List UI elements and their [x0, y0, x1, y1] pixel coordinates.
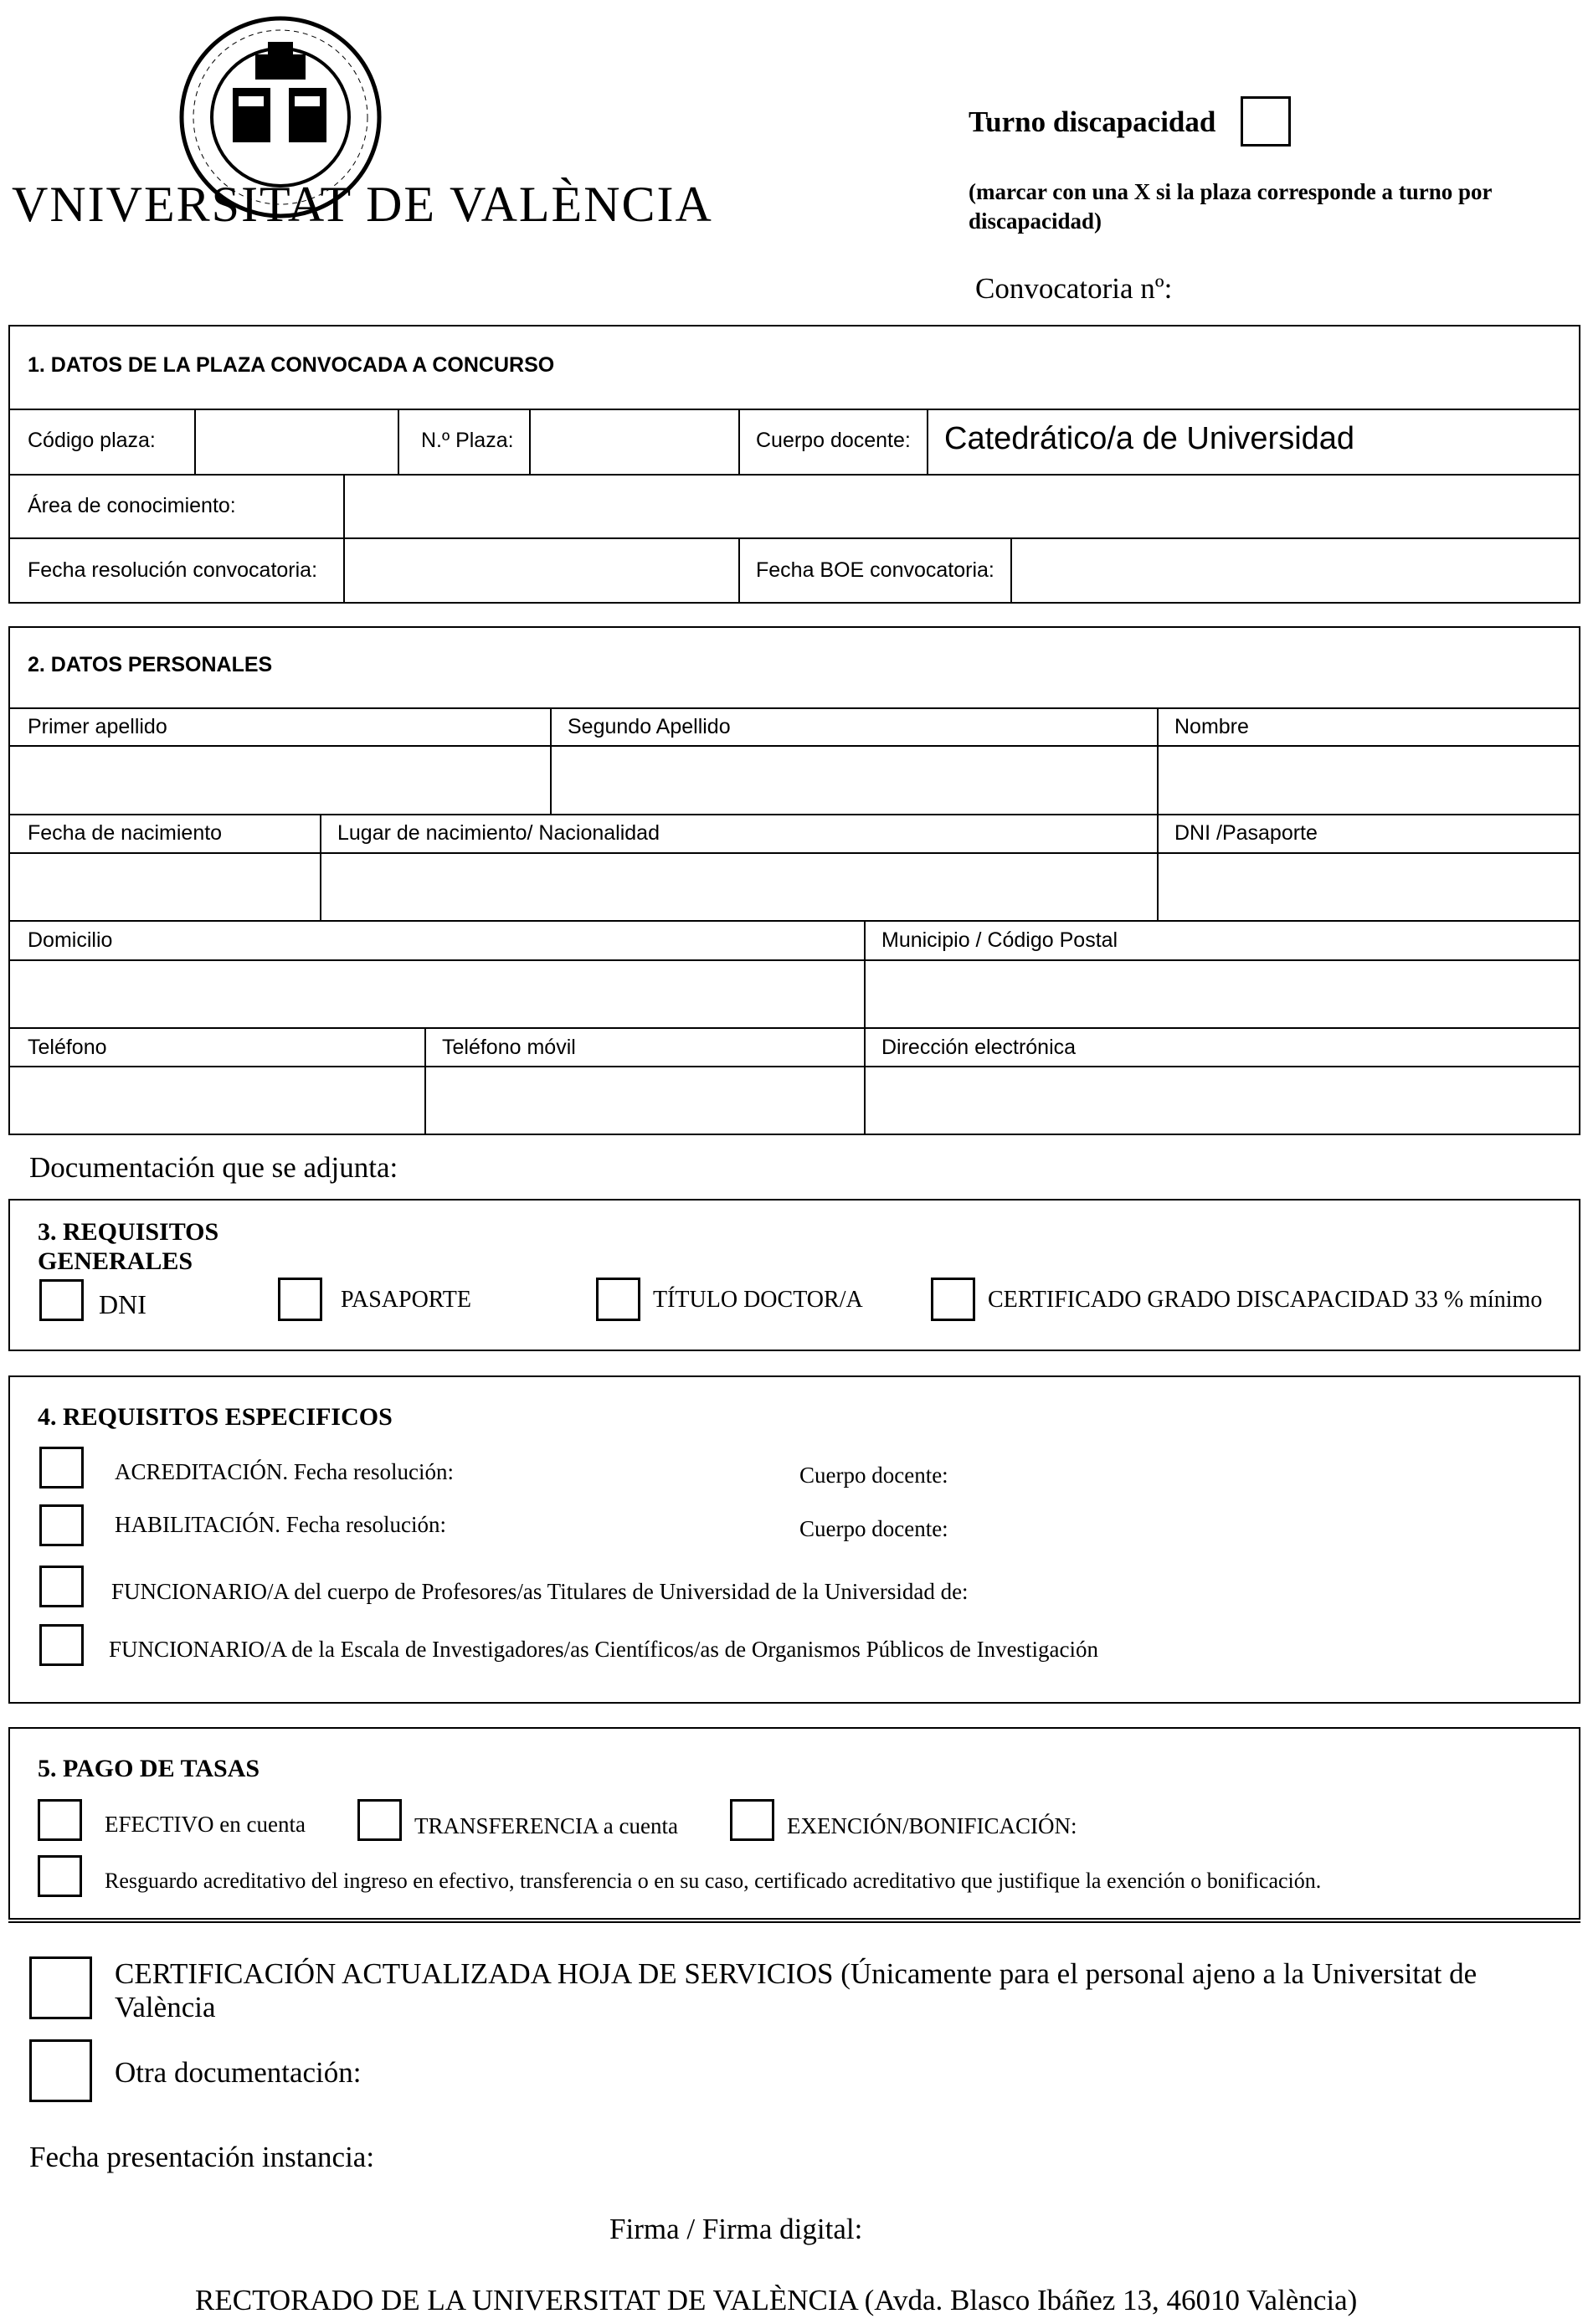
certificacion-label-line2: València	[115, 1991, 216, 2023]
codigo-plaza-label: Código plaza:	[28, 429, 156, 452]
certificacion-label-line1: CERTIFICACIÓN ACTUALIZADA HOJA DE SERVICIOS (Únicamente para el personal ajeno a la Universitat de	[115, 1957, 1478, 1990]
otra-documentacion-label: Otra documentación:	[115, 2056, 362, 2089]
dni-pasaporte-label: DNI /Pasaporte	[1174, 821, 1318, 845]
pasaporte-checkbox[interactable]	[278, 1278, 322, 1321]
cuerpo-docente-value[interactable]: Catedrático/a de Universidad	[944, 421, 1355, 456]
pasaporte-label: PASAPORTE	[341, 1287, 472, 1313]
nombre-field[interactable]	[1159, 747, 1579, 813]
telefono-label: Teléfono	[28, 1036, 107, 1059]
section-5-title: 5. PAGO DE TASAS	[38, 1755, 260, 1782]
domicilio-field[interactable]	[10, 961, 863, 1026]
acreditacion-checkbox[interactable]	[39, 1447, 84, 1488]
funcionario-titular-checkbox[interactable]	[39, 1566, 84, 1607]
nombre-label: Nombre	[1174, 715, 1249, 738]
titulo-doctor-label: TÍTULO DOCTOR/A	[653, 1287, 863, 1313]
num-plaza-field[interactable]	[531, 410, 737, 472]
section-2-title: 2. DATOS PERSONALES	[28, 653, 273, 676]
fecha-presentacion-label: Fecha presentación instancia:	[29, 2141, 375, 2173]
documentacion-title: Documentación que se adjunta:	[29, 1151, 398, 1184]
university-name: VNIVERSITAT DE VALÈNCIA	[12, 177, 713, 232]
fecha-boe-label: Fecha BOE convocatoria:	[756, 558, 994, 582]
resguardo-checkbox[interactable]	[38, 1855, 82, 1897]
transferencia-label: TRANSFERENCIA a cuenta	[414, 1813, 678, 1838]
domicilio-label: Domicilio	[28, 928, 113, 952]
fecha-nacimiento-label: Fecha de nacimiento	[28, 821, 223, 845]
segundo-apellido-label: Segundo Apellido	[568, 715, 731, 738]
otra-documentacion-checkbox[interactable]	[29, 2039, 92, 2102]
exencion-checkbox[interactable]	[730, 1799, 774, 1841]
exencion-label: EXENCIÓN/BONIFICACIÓN:	[787, 1813, 1077, 1838]
dni-pasaporte-field[interactable]	[1159, 854, 1579, 919]
habilitacion-label: HABILITACIÓN. Fecha resolución:	[115, 1512, 446, 1537]
transferencia-checkbox[interactable]	[357, 1799, 402, 1841]
habilitacion-checkbox[interactable]	[39, 1504, 84, 1546]
lugar-nacimiento-label: Lugar de nacimiento/ Nacionalidad	[337, 821, 660, 845]
certificado-discapacidad-label: CERTIFICADO GRADO DISCAPACIDAD 33 % mínimo	[988, 1287, 1543, 1313]
cuerpo-docente-label: Cuerpo docente:	[756, 429, 911, 452]
section-3-title-line2: GENERALES	[38, 1247, 193, 1275]
firma-label: Firma / Firma digital:	[609, 2213, 863, 2245]
funcionario-investigador-label: FUNCIONARIO/A de la Escala de Investigadores/as Científicos/as de Organismos Públicos de Investigación	[109, 1637, 1099, 1662]
section-3-title-line1: 3. REQUISITOS	[38, 1218, 219, 1246]
turno-discapacidad-note: (marcar con una X si la plaza corresponde a turno por discapacidad)	[969, 179, 1493, 234]
acreditacion-cuerpo-label: Cuerpo docente:	[799, 1463, 948, 1488]
resguardo-label: Resguardo acreditativo del ingreso en efectivo, transferencia o en su caso, certificado acreditativo que justifique la exención o bonificación.	[105, 1869, 1322, 1893]
municipio-field[interactable]	[866, 961, 1579, 1026]
section-1-title: 1. DATOS DE LA PLAZA CONVOCADA A CONCURSO	[28, 353, 555, 377]
telefono-field[interactable]	[10, 1067, 424, 1134]
lugar-nacimiento-field[interactable]	[321, 854, 1156, 919]
num-plaza-label: N.º Plaza:	[421, 429, 514, 452]
convocatoria-label: Convocatoria nº:	[975, 272, 1173, 305]
primer-apellido-label: Primer apellido	[28, 715, 167, 738]
rectorado-address: RECTORADO DE LA UNIVERSITAT DE VALÈNCIA (Avda. Blasco Ibáñez 13, 46010 València)	[195, 2284, 1358, 2316]
certificado-discapacidad-checkbox[interactable]	[931, 1278, 975, 1321]
telefono-movil-field[interactable]	[426, 1067, 863, 1134]
municipio-label: Municipio / Código Postal	[881, 928, 1118, 952]
titulo-doctor-checkbox[interactable]	[596, 1278, 640, 1321]
fecha-resolucion-label: Fecha resolución convocatoria:	[28, 558, 318, 582]
turno-discapacidad-checkbox[interactable]	[1241, 96, 1291, 147]
segundo-apellido-field[interactable]	[552, 747, 1156, 813]
dni-checkbox[interactable]	[39, 1279, 84, 1321]
primer-apellido-field[interactable]	[10, 747, 549, 813]
fecha-nacimiento-field[interactable]	[10, 854, 319, 919]
direccion-electronica-label: Dirección electrónica	[881, 1036, 1077, 1059]
area-conocimiento-label: Área de conocimiento:	[28, 494, 236, 517]
telefono-movil-label: Teléfono móvil	[442, 1036, 576, 1059]
section-4-title: 4. REQUISITOS ESPECIFICOS	[38, 1403, 393, 1431]
fecha-resolucion-field[interactable]	[345, 539, 737, 602]
section-3-requisitos-generales	[8, 1199, 1580, 1351]
funcionario-titular-label: FUNCIONARIO/A del cuerpo de Profesores/as Titulares de Universidad de la Universidad de:	[111, 1579, 969, 1604]
certificacion-checkbox[interactable]	[29, 1956, 92, 2019]
codigo-plaza-field[interactable]	[196, 410, 397, 472]
dni-label: DNI	[99, 1289, 146, 1319]
turno-discapacidad-title: Turno discapacidad	[969, 105, 1216, 138]
efectivo-label: EFECTIVO en cuenta	[105, 1812, 306, 1837]
efectivo-checkbox[interactable]	[38, 1799, 82, 1841]
acreditacion-label: ACREDITACIÓN. Fecha resolución:	[115, 1459, 455, 1484]
fecha-boe-field[interactable]	[1012, 539, 1579, 602]
habilitacion-cuerpo-label: Cuerpo docente:	[799, 1516, 948, 1541]
direccion-electronica-field[interactable]	[866, 1067, 1579, 1134]
funcionario-investigador-checkbox[interactable]	[39, 1624, 84, 1666]
area-conocimiento-field[interactable]	[345, 476, 1579, 536]
